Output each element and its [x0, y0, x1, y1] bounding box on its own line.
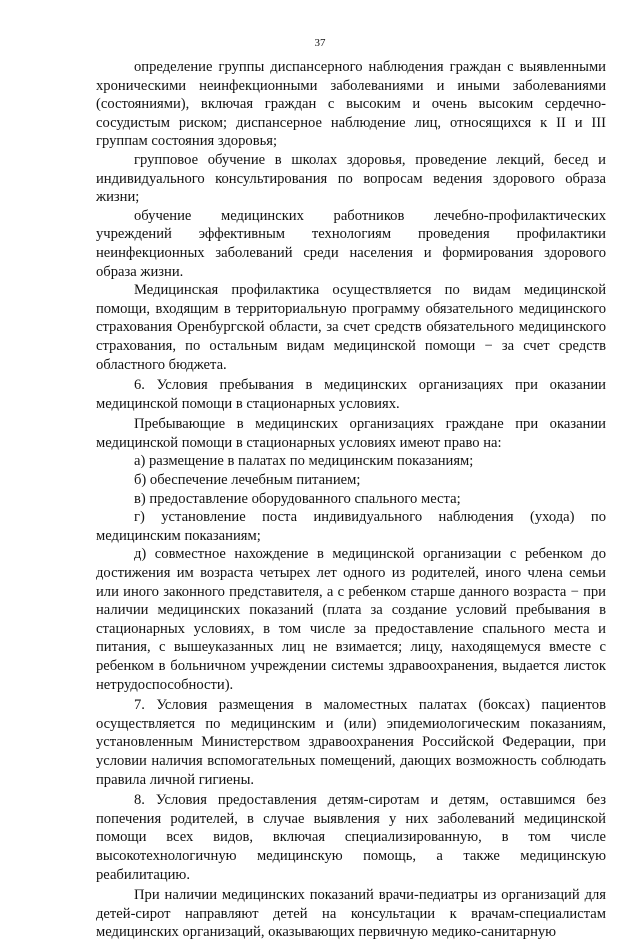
paragraph-staff-training: обучение медицинских работников лечебно-профилактических учреждений эффективным технологиям проведения профилактики неинфекционных заболеваний среди населения и формирования здорового образа жизни.	[96, 207, 606, 280]
list-item-v: в) предоставление оборудованного спального места;	[134, 490, 461, 507]
paragraph-dispensary-group: определение группы диспансерного наблюдения граждан с выявленными хроническими неинфекционными заболеваниями и иными заболеваниями (состояниями), включая граждан с высоким и очень высоким сердечно-сосудистым риском; диспансерное наблюдение лиц, относящихся к II и III группам состояния здоровья;	[96, 59, 606, 150]
paragraph-orphan-referrals: При наличии медицинских показаний врачи-педиатры из организаций для детей-сирот направляют детей на консультации к врачам-специалистам медицинских организаций, оказывающих первичную медико-санитарную	[96, 887, 606, 941]
list-item-g: г) установление поста индивидуального наблюдения (ухода) по медицинским показаниям;	[96, 509, 606, 544]
paragraph-group-training: групповое обучение в школах здоровья, проведение лекций, бесед и индивидуального консультирования по вопросам ведения здорового образа жизни;	[96, 151, 606, 206]
section-6-heading: 6. Условия пребывания в медицинских организациях при оказании медицинской помощи в стационарных условиях.	[96, 377, 606, 412]
section-7-paragraph: 7. Условия размещения в маломестных палатах (боксах) пациентов осуществляется по медицинским и (или) эпидемиологическим показаниям, установленным Министерством здравоохранения Российской Федерации, при условии наличия вспомогательных помещений, дающих возможность соблюдать правила личной гигиены.	[96, 697, 606, 788]
paragraph-prevention-funding: Медицинская профилактика осуществляется по видам медицинской помощи, входящим в территориальную программу обязательного медицинского страхования Оренбургской области, за счет средств обязательного медицинского страхования, по остальным видам медицинской помощи − за счет средств областного бюджета.	[96, 282, 606, 373]
document-body	[96, 58, 606, 942]
list-item-d: д) совместное нахождение в медицинской организации с ребенком до достижения им возраста четырех лет одного из родителей, иного члена семьи или иного законного представителя, а с ребенком старше данного возраста − при наличии медицинских показаний (плата за создание условий пребывания в стационарных условиях, в том числе за предоставление спального места и питания, с вышеуказанных лиц не взимается; лицу, находящемуся вместе с ребенком в больничном учреждении системы здравоохранения, выдается листок нетрудоспособности).	[96, 546, 606, 693]
page-number: 37	[314, 37, 326, 49]
section-8-paragraph: 8. Условия предоставления детям-сиротам и детям, оставшимся без попечения родителей, в случае выявления у них заболеваний медицинской помощи всех видов, включая специализированную, в том числе высокотехнологичную медицинскую помощь, а также медицинскую реабилитацию.	[96, 792, 606, 883]
list-item-b: б) обеспечение лечебным питанием;	[134, 472, 361, 489]
paragraph-patient-rights-intro: Пребывающие в медицинских организациях граждане при оказании медицинской помощи в стационарных условиях имеют право на:	[96, 416, 606, 451]
list-item-a: а) размещение в палатах по медицинским показаниям;	[134, 453, 474, 470]
